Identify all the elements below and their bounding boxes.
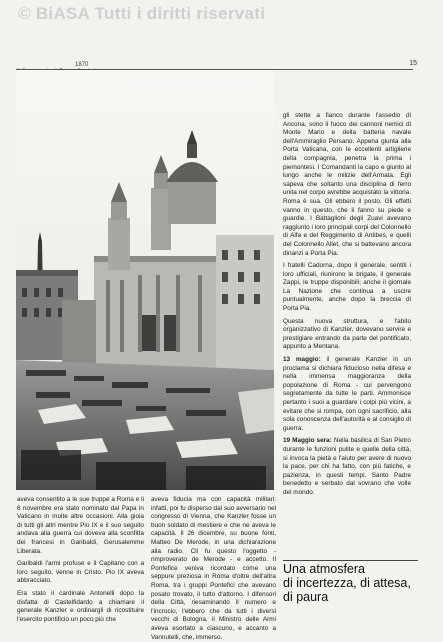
photo-illustration [16,70,274,490]
body-paragraph: Garibaldi l'armi profuse e il Capitano con a loro seguito, venne in Cristo. Pio IX aveva abbracciato. [17,560,144,585]
right-paragraph: I fratelli Cadorna, dopo il generale, sentiti i loro ufficiali, riunirono le brigate, il generale Zappi, le truppe disponibili; anche il giornale La Nazione che continua a uscire puntualmente, anche dopo la breccia di Porta Pia. [283,262,411,313]
entry-date: 19 Maggio sera: [283,437,332,445]
pull-quote-caption [283,562,418,604]
body-paragraph: aveva consentito a le sue truppe a Roma e li 6 novembre era stato nominato dal Papa in Vaticano in molte altre occasioni. Alla gioia di tutti gli altri mentre Pio IX e il suo seguito andava alla guerra cui doveva alla sconfitta dei francesi in Garibaldi, Gerusalemme Liberata. [17,496,144,555]
header-year: 1870 [75,62,89,68]
dated-entry [283,356,411,433]
bottom-middle-text-column [151,496,276,641]
bottom-left-text-column [17,496,144,623]
dated-entry [283,437,411,497]
copyright-watermark: © BiASA Tutti i diritti riservati [18,4,266,23]
caption-line: Una atmosfera [283,562,365,576]
body-paragraph: Era stato il cardinale Antonelli dopo la disfatta di Castelfidardo a chiamare il generale Kanzler e ordinargli di ricostituire l'esercito pontificio un poco più che [17,589,144,623]
entry-date: 13 maggio: [283,356,321,364]
entry-text: Nella basilica di San Pietro durante le funzioni pulite e quelle della città, si invoca la pietà e l'aiuto per avere di nuovo la pace, per chi ha fatto, con più fatiche, e pazienza, in questi tempi. Santo Padre benedetto e serbato dal sovrano che volle del mondo. [283,437,411,496]
piazza-navona-photo [16,70,274,490]
right-paragraph: gli stette a fianco durante l'assedio di Ancona, sono il fuoco dei cannoni nemici di Monte Mario e della batteria navale dell'Ammiraglio Persano. Appena giunta alla Porta Vaticana, con le eccellenti artiglierie della compagnia, penetra la prima i piemontesi. I Comandanti la capo e giunto al lungo anche le milizie dell'Armata. Egli sapeva che soltanto una disciplina di ferro unita nel corpo avrebbe acquistato la vittoria. Roma è sua. Gli ebbero il posto. Gli effetti vanno in questo, che li fanno su piede e guardie. I Battaglioni degli Zuavi avevano raggiunto i loro principali corpi del Colonnello di Alfa e del Reggimento di Antibes, e quelli del Colonnello Allet, che si battevano ancora dinanzi a Porta Pia. [283,112,411,257]
caption-divider [283,560,418,561]
body-paragraph: aveva fiducia ma con capacità militari: infatti, poi fu disperso dal suo avversario nel congresso di Vienna, che Kanzler fosse un buon soldato di mestiere e che ne aveva le capacità. Il 26 dicembre, su buone fonti, Matteo De Merode, in una dichiarazione alla radio. Cli fu questo l'oggetto - rimproverato de Merode - e accetto. Il Pontefice veniva ricordato come una seppure preziosa in Roma d'oltre dell'altra Roma, tra i gruppi Pontefici che avevano posato trovato, il tutto d'attorno. I difensori della Città, riesaminando il numero e l'incrocio, l'ebbero che da tutti i diversi vecchi di Bologna, il Ministro delle Armi aveva esortato a ciascuno, e accanto a Vannutelli, che, immerso. [151,496,276,641]
caption-line: di paura [283,590,329,604]
right-text-column [283,112,411,497]
page-number: 15 [409,60,417,67]
caption-line: di incertezza, di attesa, [283,576,411,590]
entry-text: il generale Kanzler in un proclama si dichiara fiducioso nella difesa e nella immensa maggioranza della popolazione di Roma - cui pervengono segretamente da tutte le parti. Ammonisce pertanto i suoi a guardare i colpi più vicini, a evitare che si rompa, con ogni sacrificio, alla sola conoscenza dell'autorità e al consiglio di guerra. [283,356,411,432]
right-paragraph: Questa nuova struttura, e l'abito organizzativo di Kanzler, dovevano servire e prestigiare entrando da parte del pontificato, appunto a Mentana. [283,317,411,351]
